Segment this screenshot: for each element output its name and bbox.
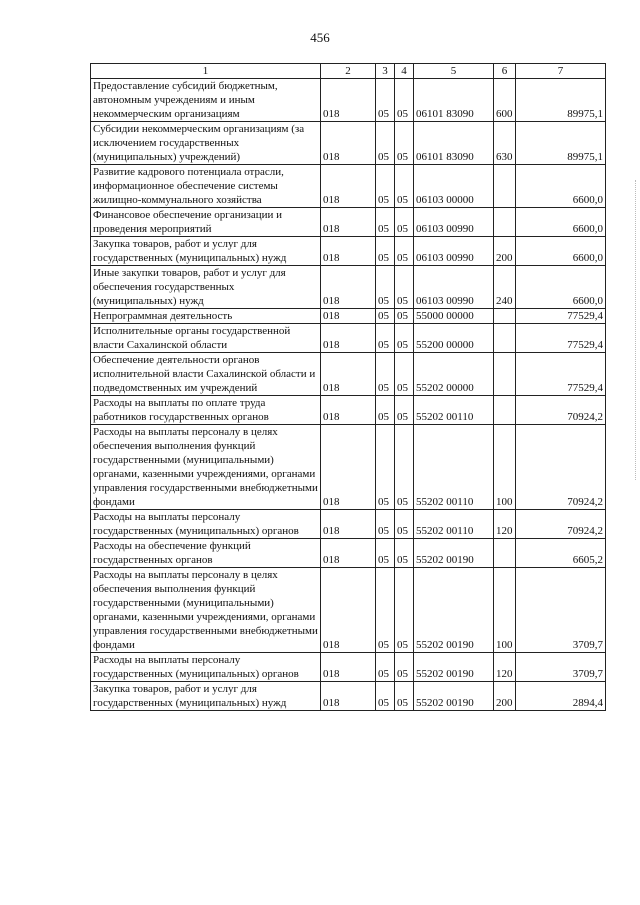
table-row <box>91 266 606 309</box>
cell-name: Расходы на выплаты персоналу в целях обеспечения выполнения функций государственными (муниципальными) органами, казенными учреждениями, органами управления государственными внебюджетными фондами <box>91 425 321 510</box>
cell-ministry: 018 <box>321 309 376 324</box>
cell-section: 05 <box>376 266 395 309</box>
cell-target: 55200 00000 <box>414 324 494 353</box>
cell-target: 55202 00110 <box>414 396 494 425</box>
cell-section: 05 <box>376 79 395 122</box>
cell-section: 05 <box>376 568 395 653</box>
cell-section: 05 <box>376 122 395 165</box>
cell-section: 05 <box>376 425 395 510</box>
cell-amount: 6600,0 <box>516 165 606 208</box>
cell-target: 55202 00110 <box>414 510 494 539</box>
cell-name: Развитие кадрового потенциала отрасли, информационное обеспечение системы жилищно-коммунального хозяйства <box>91 165 321 208</box>
cell-subsection: 05 <box>395 653 414 682</box>
cell-expense-type: 100 <box>494 568 516 653</box>
header-cell: 2 <box>321 64 376 79</box>
cell-section: 05 <box>376 309 395 324</box>
cell-name: Иные закупки товаров, работ и услуг для обеспечения государственных (муниципальных) нужд <box>91 266 321 309</box>
cell-subsection: 05 <box>395 309 414 324</box>
cell-amount: 6605,2 <box>516 539 606 568</box>
header-cell: 5 <box>414 64 494 79</box>
cell-ministry: 018 <box>321 165 376 208</box>
cell-subsection: 05 <box>395 568 414 653</box>
cell-name: Расходы на выплаты персоналу государственных (муниципальных) органов <box>91 510 321 539</box>
cell-expense-type <box>494 309 516 324</box>
cell-ministry: 018 <box>321 208 376 237</box>
table-row <box>91 682 606 711</box>
cell-ministry: 018 <box>321 122 376 165</box>
cell-ministry: 018 <box>321 539 376 568</box>
table-header-row <box>91 64 606 79</box>
cell-expense-type <box>494 165 516 208</box>
cell-subsection: 05 <box>395 396 414 425</box>
cell-section: 05 <box>376 324 395 353</box>
table-row <box>91 568 606 653</box>
table-row <box>91 165 606 208</box>
cell-ministry: 018 <box>321 653 376 682</box>
cell-expense-type: 200 <box>494 682 516 711</box>
cell-subsection: 05 <box>395 266 414 309</box>
margin-artifact <box>633 180 636 480</box>
cell-expense-type <box>494 324 516 353</box>
header-cell: 7 <box>516 64 606 79</box>
page-number: 456 <box>310 30 330 45</box>
cell-name: Расходы на выплаты персоналу в целях обеспечения выполнения функций государственными (муниципальными) органами, казенными учреждениями, органами управления государственными внебюджетными фондами <box>91 568 321 653</box>
cell-subsection: 05 <box>395 353 414 396</box>
cell-amount: 6600,0 <box>516 237 606 266</box>
cell-expense-type <box>494 208 516 237</box>
cell-name: Расходы на выплаты персоналу государственных (муниципальных) органов <box>91 653 321 682</box>
cell-subsection: 05 <box>395 237 414 266</box>
cell-expense-type: 200 <box>494 237 516 266</box>
table-row <box>91 237 606 266</box>
cell-amount: 2894,4 <box>516 682 606 711</box>
cell-ministry: 018 <box>321 425 376 510</box>
cell-expense-type: 120 <box>494 510 516 539</box>
table-row <box>91 396 606 425</box>
cell-amount: 70924,2 <box>516 425 606 510</box>
cell-amount: 6600,0 <box>516 208 606 237</box>
cell-target: 55202 00190 <box>414 568 494 653</box>
table-row <box>91 539 606 568</box>
cell-amount: 77529,4 <box>516 309 606 324</box>
cell-subsection: 05 <box>395 539 414 568</box>
table-row <box>91 353 606 396</box>
budget-table <box>90 63 606 711</box>
header-cell: 1 <box>91 64 321 79</box>
cell-subsection: 05 <box>395 79 414 122</box>
cell-section: 05 <box>376 353 395 396</box>
header-cell: 4 <box>395 64 414 79</box>
cell-expense-type: 120 <box>494 653 516 682</box>
cell-section: 05 <box>376 539 395 568</box>
cell-name: Субсидии некоммерческим организациям (за исключением государственных (муниципальных) учреждений) <box>91 122 321 165</box>
cell-target: 06101 83090 <box>414 79 494 122</box>
cell-ministry: 018 <box>321 682 376 711</box>
cell-name: Обеспечение деятельности органов исполнительной власти Сахалинской области и подведомственных им учреждений <box>91 353 321 396</box>
cell-target: 06103 00990 <box>414 266 494 309</box>
cell-section: 05 <box>376 682 395 711</box>
cell-target: 55202 00190 <box>414 653 494 682</box>
cell-amount: 89975,1 <box>516 79 606 122</box>
cell-subsection: 05 <box>395 324 414 353</box>
cell-section: 05 <box>376 237 395 266</box>
cell-subsection: 05 <box>395 510 414 539</box>
cell-expense-type <box>494 539 516 568</box>
table-row <box>91 510 606 539</box>
table-row <box>91 122 606 165</box>
header-cell: 6 <box>494 64 516 79</box>
cell-expense-type: 240 <box>494 266 516 309</box>
cell-amount: 70924,2 <box>516 396 606 425</box>
cell-name: Исполнительные органы государственной власти Сахалинской области <box>91 324 321 353</box>
cell-amount: 6600,0 <box>516 266 606 309</box>
cell-target: 06103 00000 <box>414 165 494 208</box>
cell-target: 55202 00190 <box>414 539 494 568</box>
cell-section: 05 <box>376 208 395 237</box>
cell-name: Закупка товаров, работ и услуг для государственных (муниципальных) нужд <box>91 237 321 266</box>
cell-subsection: 05 <box>395 165 414 208</box>
table-row <box>91 79 606 122</box>
cell-section: 05 <box>376 396 395 425</box>
table-row <box>91 653 606 682</box>
cell-amount: 77529,4 <box>516 324 606 353</box>
cell-amount: 70924,2 <box>516 510 606 539</box>
table-row <box>91 309 606 324</box>
cell-target: 55202 00000 <box>414 353 494 396</box>
cell-target: 55202 00110 <box>414 425 494 510</box>
table-row <box>91 324 606 353</box>
cell-amount: 3709,7 <box>516 568 606 653</box>
table-row <box>91 425 606 510</box>
cell-amount: 77529,4 <box>516 353 606 396</box>
cell-name: Финансовое обеспечение организации и проведения мероприятий <box>91 208 321 237</box>
cell-name: Расходы на выплаты по оплате труда работников государственных органов <box>91 396 321 425</box>
cell-expense-type <box>494 353 516 396</box>
cell-subsection: 05 <box>395 122 414 165</box>
cell-ministry: 018 <box>321 324 376 353</box>
cell-subsection: 05 <box>395 425 414 510</box>
cell-target: 06101 83090 <box>414 122 494 165</box>
cell-target: 55202 00190 <box>414 682 494 711</box>
cell-section: 05 <box>376 653 395 682</box>
cell-ministry: 018 <box>321 353 376 396</box>
cell-section: 05 <box>376 165 395 208</box>
cell-ministry: 018 <box>321 237 376 266</box>
cell-amount: 3709,7 <box>516 653 606 682</box>
cell-expense-type: 630 <box>494 122 516 165</box>
cell-name: Закупка товаров, работ и услуг для государственных (муниципальных) нужд <box>91 682 321 711</box>
cell-expense-type: 600 <box>494 79 516 122</box>
cell-target: 55000 00000 <box>414 309 494 324</box>
cell-ministry: 018 <box>321 568 376 653</box>
cell-name: Предоставление субсидий бюджетным, автономным учреждениям и иным некоммерческим организациям <box>91 79 321 122</box>
table-row <box>91 208 606 237</box>
cell-name: Непрограммная деятельность <box>91 309 321 324</box>
cell-section: 05 <box>376 510 395 539</box>
cell-amount: 89975,1 <box>516 122 606 165</box>
cell-ministry: 018 <box>321 79 376 122</box>
cell-subsection: 05 <box>395 208 414 237</box>
cell-target: 06103 00990 <box>414 237 494 266</box>
cell-name: Расходы на обеспечение функций государственных органов <box>91 539 321 568</box>
cell-target: 06103 00990 <box>414 208 494 237</box>
header-cell: 3 <box>376 64 395 79</box>
cell-ministry: 018 <box>321 396 376 425</box>
cell-expense-type <box>494 396 516 425</box>
cell-ministry: 018 <box>321 510 376 539</box>
cell-expense-type: 100 <box>494 425 516 510</box>
cell-subsection: 05 <box>395 682 414 711</box>
cell-ministry: 018 <box>321 266 376 309</box>
